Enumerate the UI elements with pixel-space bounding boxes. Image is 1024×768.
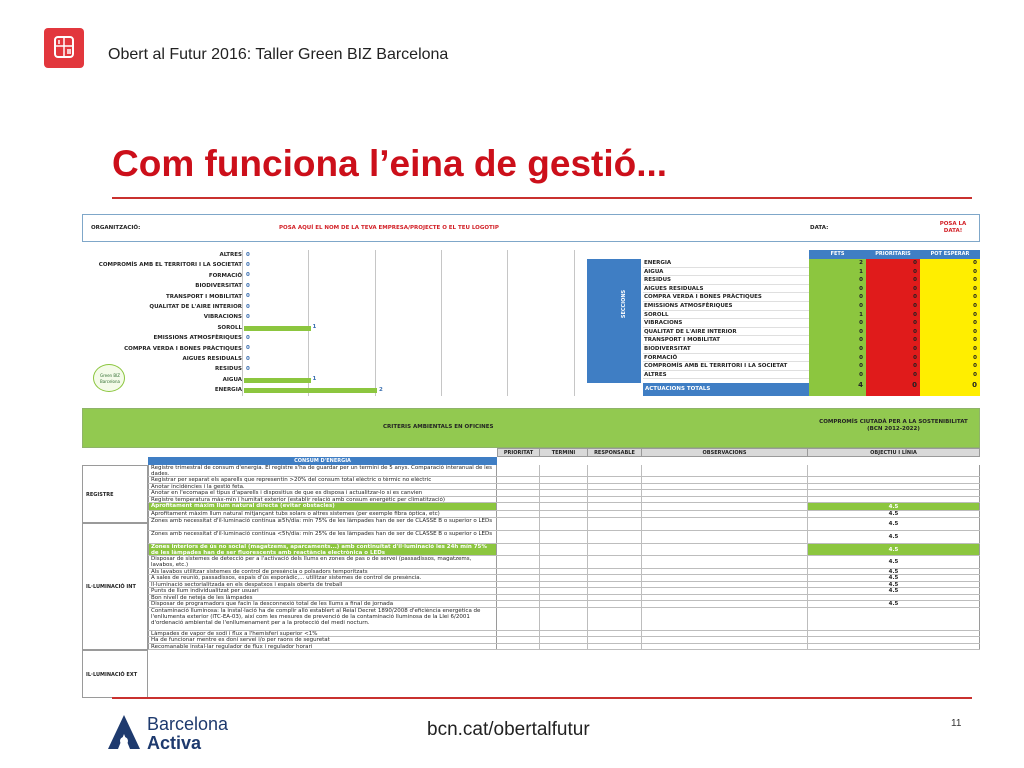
fets-header: FETS <box>809 250 866 259</box>
criteria-input-cell[interactable] <box>497 637 540 643</box>
criteria-text: Bon nivell de neteja de les làmpades <box>148 595 497 601</box>
criteria-input-cell[interactable] <box>588 588 642 594</box>
criteria-input-cell[interactable] <box>497 608 540 630</box>
objectiu-cell <box>808 608 980 630</box>
objectiu-cell: 4.5 <box>808 575 980 581</box>
criteria-input-cell[interactable] <box>588 531 642 543</box>
bar-category-label: TRANSPORT I MOBILITAT <box>166 293 242 300</box>
criteria-input-cell[interactable] <box>497 569 540 575</box>
pot-esperar-value: 0 <box>973 268 977 275</box>
bar-value-label: 2 <box>379 386 383 393</box>
prioritaris-value: 0 <box>913 311 917 318</box>
bar-category-label: AIGUA <box>222 376 242 383</box>
criteria-input-cell[interactable] <box>497 531 540 543</box>
fets-value: 0 <box>859 354 863 361</box>
criteria-input-cell[interactable] <box>588 484 642 490</box>
criteria-input-cell[interactable] <box>540 588 588 594</box>
criteria-input-cell[interactable] <box>540 518 588 530</box>
pot-esperar-value: 0 <box>973 328 977 335</box>
seccio-row: COMPROMÍS AMB EL TERRITORI I LA SOCIETAT <box>643 362 809 371</box>
criteria-input-cell[interactable] <box>588 575 642 581</box>
bar-value-label: 0 <box>246 334 250 341</box>
criteria-text: Làmpades de vapor de sodi i flux a l'hemisferi superior <1% <box>148 631 497 637</box>
criteria-input-cell[interactable] <box>642 608 808 630</box>
organitzacio-label: ORGANITZACIÓ: <box>91 225 141 231</box>
prioritaris-column <box>866 259 920 396</box>
criteria-input-cell[interactable] <box>497 511 540 517</box>
criteria-input-cell[interactable] <box>540 582 588 588</box>
criteria-input-cell[interactable] <box>588 631 642 637</box>
objectiu-cell <box>808 595 980 601</box>
posa-la-data-note <box>929 221 977 235</box>
barcelona-shield-icon <box>44 28 84 68</box>
criteria-row <box>148 518 980 531</box>
prioritaris-value: 0 <box>913 294 917 301</box>
fets-value: 1 <box>859 311 863 318</box>
bar-category-label: COMPROMÍS AMB EL TERRITORI I LA SOCIETAT <box>98 262 242 269</box>
objectiu-cell: 4.5 <box>808 582 980 588</box>
seccio-row: COMPRA VERDA I BONES PRÀCTIQUES <box>643 293 809 302</box>
fets-value: 0 <box>859 277 863 284</box>
criteria-input-cell[interactable] <box>588 477 642 483</box>
brand-line-1: Barcelona <box>147 714 229 734</box>
fets-value: 2 <box>859 260 863 266</box>
criteria-input-cell[interactable] <box>497 490 540 496</box>
pot-esperar-value: 0 <box>973 294 977 301</box>
criteria-input-cell[interactable] <box>540 497 588 503</box>
criteria-column-headers <box>497 448 980 457</box>
seccio-row: FORMACIÓ <box>643 354 809 363</box>
criteria-input-cell[interactable] <box>540 465 588 476</box>
compromis-title <box>806 419 981 433</box>
bar-value-label: 0 <box>246 293 250 300</box>
objectiu-cell <box>808 631 980 637</box>
col-termini: TERMINI <box>540 448 588 457</box>
fets-value: 0 <box>859 371 863 378</box>
criteria-input-cell[interactable] <box>540 569 588 575</box>
criteria-text: Recomanable instal·lar regulador de flux i regulador horari <box>148 644 497 650</box>
actuacions-totals-label: ACTUACIONS TOTALS <box>643 383 809 396</box>
pot-esperar-header: POT ESPERAR <box>920 250 980 259</box>
pot-esperar-value: 0 <box>973 320 977 327</box>
compromis-line-1: COMPROMÍS CIUTADÀ PER A LA SOSTENIBILITAT <box>819 419 968 425</box>
fets-value: 0 <box>859 302 863 309</box>
seccio-row: VIBRACIONS <box>643 319 809 328</box>
pot-esperar-value: 0 <box>973 337 977 344</box>
organization-box <box>82 214 980 242</box>
bar <box>244 378 311 383</box>
criteria-input-cell[interactable] <box>588 544 642 555</box>
prioritaris-value: 0 <box>913 285 917 292</box>
criteria-input-cell[interactable] <box>540 644 588 650</box>
criteria-input-cell[interactable] <box>642 511 808 517</box>
bar-category-label: EMISSIONS ATMOSFÈRIQUES <box>153 335 242 342</box>
objectiu-cell <box>808 497 980 503</box>
criteria-input-cell[interactable] <box>540 484 588 490</box>
gridline <box>308 250 309 396</box>
pot-esperar-value: 0 <box>973 302 977 309</box>
barcelona-activa-a-icon <box>107 714 141 750</box>
criteria-input-cell[interactable] <box>540 511 588 517</box>
objectiu-cell: 4.5 <box>808 544 980 555</box>
prioritaris-value: 0 <box>913 371 917 378</box>
criteria-input-cell[interactable] <box>642 490 808 496</box>
fets-value: 0 <box>859 345 863 352</box>
criteria-row <box>148 644 980 651</box>
criteria-text: Als lavabos utilitzar sistemes de control de presència o polsadors temporitzats <box>148 569 497 575</box>
seccio-row: TRANSPORT I MOBILITAT <box>643 336 809 345</box>
prioritaris-value: 0 <box>913 268 917 275</box>
criteria-input-cell[interactable] <box>588 465 642 476</box>
criteria-input-cell[interactable] <box>642 588 808 594</box>
fets-value: 0 <box>859 363 863 370</box>
criteria-input-cell[interactable] <box>588 569 642 575</box>
col-responsable: RESPONSABLE <box>588 448 642 457</box>
criteria-input-cell[interactable] <box>497 503 540 510</box>
criteria-input-cell[interactable] <box>588 637 642 643</box>
criteria-input-cell[interactable] <box>540 601 588 607</box>
bar-category-label: AIGUES RESIDUALS <box>182 355 242 362</box>
criteria-input-cell[interactable] <box>588 490 642 496</box>
criteria-input-cell[interactable] <box>642 631 808 637</box>
fets-value: 0 <box>859 285 863 292</box>
prioritaris-total: 0 <box>912 381 917 390</box>
seccio-row: AIGUA <box>643 268 809 277</box>
consum-energia-bar: CONSUM D'ENERGIA <box>148 457 497 465</box>
objectiu-cell: 4.5 <box>808 503 980 510</box>
fets-total: 4 <box>858 381 863 390</box>
criteria-input-cell[interactable] <box>540 637 588 643</box>
bar-value-label: 0 <box>246 365 250 372</box>
criteria-input-cell[interactable] <box>588 644 642 650</box>
criteria-input-cell[interactable] <box>497 575 540 581</box>
bar-value-label: 0 <box>246 313 250 320</box>
seccio-row: ENERGIA <box>643 259 809 268</box>
slide-title: Com funciona l’eina de gestió... <box>112 143 668 184</box>
pot-esperar-value: 0 <box>973 354 977 361</box>
pot-esperar-value: 0 <box>973 371 977 378</box>
bar-value-label: 0 <box>246 282 250 289</box>
criteria-input-cell[interactable] <box>497 518 540 530</box>
objectiu-cell: 4.5 <box>808 556 980 568</box>
criteria-input-cell[interactable] <box>540 556 588 568</box>
criteria-input-cell[interactable] <box>497 497 540 503</box>
objectiu-cell: 4.5 <box>808 511 980 517</box>
criteria-input-cell[interactable] <box>642 569 808 575</box>
criteria-input-cell[interactable] <box>540 531 588 543</box>
bar-value-label: 0 <box>246 355 250 362</box>
fets-value: 0 <box>859 320 863 327</box>
prioritaris-value: 0 <box>913 302 917 309</box>
bar-category-label: COMPRA VERDA I BONES PRÀCTIQUES <box>124 345 242 352</box>
seccio-row: BIODIVERSITAT <box>643 345 809 354</box>
criteria-input-cell[interactable] <box>642 644 808 650</box>
gridline <box>441 250 442 396</box>
criteria-input-cell[interactable] <box>497 465 540 476</box>
criteria-input-cell[interactable] <box>540 631 588 637</box>
criteria-input-cell[interactable] <box>540 503 588 510</box>
bottom-divider <box>112 697 972 699</box>
criteria-text: Zones amb necessitat d'il·luminació contínua ≥5h/dia: mín 75% de les làmpades han de ser de CLASSE B o superior o LEDs <box>148 518 497 530</box>
criteris-title: CRITERIS AMBIENTALS EN OFICINES <box>383 424 494 430</box>
group-illuminacio-int: IL·LUMINACIÓ INT <box>82 523 148 650</box>
objectiu-cell: 4.5 <box>808 601 980 607</box>
criteria-row <box>148 531 980 544</box>
objectiu-cell <box>808 637 980 643</box>
criteria-text: Contaminació lluminosa: la instal·lació ha de complir allò establert al Reial Decret 1890/2008 d'eficiència energètica de l'enllumenta exterior (ITC-EA-03), així com les mesures de prevenció de la contaminació lluminosa de la Llei 6/2001 d'ordenació ambiental de l'enllumenament per a la protecció del medi nocturn. <box>148 608 497 630</box>
criteria-row <box>148 556 980 569</box>
objectiu-cell <box>808 477 980 483</box>
prioritaris-header: PRIORITARIS <box>866 250 920 259</box>
seccio-row: QUALITAT DE L'AIRE INTERIOR <box>643 328 809 337</box>
objectiu-cell: 4.5 <box>808 588 980 594</box>
seccio-row: RESIDUS <box>643 276 809 285</box>
seccio-row: AIGUES RESIDUALS <box>643 285 809 294</box>
criteria-input-cell[interactable] <box>642 595 808 601</box>
criteria-row <box>148 503 980 511</box>
bar-chart-plot <box>242 250 592 396</box>
pot-esperar-value: 0 <box>973 260 977 266</box>
prioritaris-value: 0 <box>913 345 917 352</box>
gridline <box>507 250 508 396</box>
criteria-text: Punts de llum individualitzat per usuari <box>148 588 497 594</box>
bar-value-label: 0 <box>246 261 250 268</box>
seccio-row: EMISSIONS ATMOSFÈRIQUES <box>643 302 809 311</box>
criteria-input-cell[interactable] <box>642 544 808 555</box>
criteria-input-cell[interactable] <box>540 575 588 581</box>
col-objectiu-linia: OBJECTIU I LÍNIA <box>808 448 980 457</box>
criteria-input-cell[interactable] <box>642 582 808 588</box>
criteria-input-cell[interactable] <box>642 556 808 568</box>
prioritaris-value: 0 <box>913 363 917 370</box>
gridline <box>375 250 376 396</box>
criteria-input-cell[interactable] <box>588 582 642 588</box>
bar-category-label: ALTRES <box>219 252 242 258</box>
criteria-row <box>148 465 980 477</box>
pot-esperar-value: 0 <box>973 345 977 352</box>
pot-esperar-value: 0 <box>973 311 977 318</box>
criteria-input-cell[interactable] <box>540 544 588 555</box>
bar <box>244 388 377 393</box>
criteria-input-cell[interactable] <box>497 588 540 594</box>
criteria-input-cell[interactable] <box>588 503 642 510</box>
organization-placeholder[interactable]: POSA AQUÍ EL NOM DE LA TEVA EMPRESA/PROJECTE O EL TEU LOGOTIP <box>279 225 499 231</box>
green-biz-logo <box>93 364 125 392</box>
bar-value-label: 1 <box>312 376 317 383</box>
criteria-input-cell[interactable] <box>497 595 540 601</box>
green-biz-logo-line2: Barcelona <box>100 379 120 384</box>
criteria-input-cell[interactable] <box>540 477 588 483</box>
criteria-input-cell[interactable] <box>588 601 642 607</box>
objectiu-cell <box>808 465 980 476</box>
criteria-input-cell[interactable] <box>588 595 642 601</box>
criteria-input-cell[interactable] <box>497 644 540 650</box>
criteria-text: Il·luminació sectorialitzada en els despatxos i espais oberts de treball <box>148 582 497 588</box>
pot-esperar-total: 0 <box>972 381 977 390</box>
criteria-input-cell[interactable] <box>588 511 642 517</box>
criteria-input-cell[interactable] <box>540 595 588 601</box>
criteria-text: Aprofitament màxim llum natural mitjançant tubs solars o altres sistemes (per exemple fibra òptica, etc) <box>148 511 497 517</box>
criteria-input-cell[interactable] <box>642 477 808 483</box>
criteria-text: Registre trimestral de consum d'energia. El registre s'ha de guardar per un termini de 5 anys. Comparació interanual de les dades. <box>148 465 497 476</box>
bar-value-label: 0 <box>246 272 250 279</box>
seccions-side-label <box>587 259 641 383</box>
criteria-input-cell[interactable] <box>642 637 808 643</box>
bar-value-label: 0 <box>246 303 250 310</box>
status-columns <box>809 259 980 396</box>
page-number: 11 <box>951 718 962 729</box>
fets-value: 0 <box>859 328 863 335</box>
seccio-row: SOROLL <box>643 311 809 320</box>
seccio-row: ALTRES <box>643 371 809 380</box>
criteria-text: Zones interiors de ús no social (magatzems, aparcaments...) amb continuïtat d'il·luminació les 24h mín 75% de les làmpades han de ser fluorescents amb reactància electrònica o LEDs <box>148 544 497 555</box>
criteria-input-cell[interactable] <box>642 497 808 503</box>
prioritaris-value: 0 <box>913 354 917 361</box>
bar-category-label: RESIDUS <box>215 366 242 373</box>
criteria-input-cell[interactable] <box>642 465 808 476</box>
bar-value-label: 1 <box>312 324 317 331</box>
pot-esperar-value: 0 <box>973 285 977 292</box>
group-illuminacio-ext: IL·LUMINACIÓ EXT <box>82 650 148 698</box>
objectiu-cell: 4.5 <box>808 518 980 530</box>
col-prioritat: PRIORITAT <box>497 448 540 457</box>
seccions-side-text: SECCIONS <box>621 289 628 319</box>
criteria-input-cell[interactable] <box>642 601 808 607</box>
criteris-header <box>82 408 980 448</box>
bar-value-label: 0 <box>246 345 250 352</box>
seccions-list <box>643 259 809 379</box>
criteria-text: Ha de funcionar mentre es doni servei i/o per raons de seguretat <box>148 637 497 643</box>
col-observacions: OBSERVACIONS <box>642 448 808 457</box>
pot-esperar-value: 0 <box>973 277 977 284</box>
gridline <box>242 250 243 396</box>
criteria-input-cell[interactable] <box>497 544 540 555</box>
criteria-input-cell[interactable] <box>642 531 808 543</box>
criteria-text: A sales de reunió, passadissos, espais d'ús esporàdic,... utilitzar sistemes de control de presència. <box>148 575 497 581</box>
objectiu-cell <box>808 490 980 496</box>
criteria-input-cell[interactable] <box>497 477 540 483</box>
pot-esperar-value: 0 <box>973 363 977 370</box>
gridline <box>574 250 575 396</box>
prioritaris-value: 0 <box>913 320 917 327</box>
criteria-input-cell[interactable] <box>588 608 642 630</box>
fets-column <box>809 259 866 396</box>
bar-category-label: BIODIVERSITAT <box>195 283 242 290</box>
prioritaris-value: 0 <box>913 328 917 335</box>
criteria-input-cell[interactable] <box>540 608 588 630</box>
bar-category-label: FORMACIÓ <box>208 272 242 279</box>
presentation-header-title: Obert al Futur 2016: Taller Green BIZ Barcelona <box>108 46 449 63</box>
criteria-row <box>148 544 980 556</box>
criteria-text: Registrar per separat els aparells que representin >20% del consum total elèctric o tèrmic no elèctric <box>148 477 497 483</box>
criteria-input-cell[interactable] <box>588 556 642 568</box>
criteria-input-cell[interactable] <box>497 601 540 607</box>
criteria-input-cell[interactable] <box>642 575 808 581</box>
brand-line-2: Activa <box>147 733 202 753</box>
criteria-input-cell[interactable] <box>588 518 642 530</box>
top-divider <box>112 197 972 199</box>
criteria-text: Aprofitament màxim llum natural directa (evitar obstacles) <box>148 503 497 510</box>
criteria-input-cell[interactable] <box>497 556 540 568</box>
criteria-input-cell[interactable] <box>497 631 540 637</box>
criteria-text: Anotar incidències i la gestió feta. <box>148 484 497 490</box>
prioritaris-value: 0 <box>913 260 917 266</box>
footer-url[interactable]: bcn.cat/obertalfutur <box>427 719 590 740</box>
status-header <box>809 250 980 259</box>
prioritaris-value: 0 <box>913 337 917 344</box>
criteria-input-cell[interactable] <box>497 582 540 588</box>
fets-value: 1 <box>859 268 863 275</box>
criteria-input-cell[interactable] <box>540 490 588 496</box>
posa-line-2: DATA! <box>943 228 963 234</box>
bar-category-label: ENERGIA <box>214 387 242 394</box>
criteria-input-cell[interactable] <box>588 497 642 503</box>
objectiu-cell: 4.5 <box>808 569 980 575</box>
bar-value-label: 0 <box>246 251 250 258</box>
criteria-input-cell[interactable] <box>642 484 808 490</box>
objectiu-cell: 4.5 <box>808 531 980 543</box>
data-label: DATA: <box>810 225 829 231</box>
criteria-text: Disposar de programadors que facin la desconnexió total de les llums a final de jornada <box>148 601 497 607</box>
pot-esperar-column <box>920 259 980 396</box>
fets-value: 0 <box>859 337 863 344</box>
green-biz-logo-line1: Green BIZ <box>99 373 121 378</box>
criteria-rows <box>148 465 980 650</box>
management-tool-sheet <box>82 212 980 686</box>
criteria-input-cell[interactable] <box>642 503 808 510</box>
criteria-input-cell[interactable] <box>497 484 540 490</box>
bar <box>244 326 311 331</box>
posa-line-1: POSA LA <box>939 221 967 227</box>
bar-category-label: QUALITAT DE L'AIRE INTERIOR <box>149 303 242 310</box>
fets-value: 0 <box>859 294 863 301</box>
criteria-text: Anotar en l'ecomapa el tipus d'aparells i dispositius de que es disposa i actualitzar-lo si es canvien <box>148 490 497 496</box>
objectiu-cell <box>808 644 980 650</box>
compromis-line-2: (BCN 2012-2022) <box>867 426 920 432</box>
criteria-input-cell[interactable] <box>642 518 808 530</box>
prioritaris-value: 0 <box>913 277 917 284</box>
objectiu-cell <box>808 484 980 490</box>
bar-category-label: SOROLL <box>217 324 242 331</box>
group-registre: REGISTRE <box>82 465 148 523</box>
criteria-row <box>148 608 980 631</box>
criteria-text: Zones amb necessitat d'il·luminació contínua <5h/dia: mín 25% de les làmpades han de ser de CLASSE B o superior o LEDs <box>148 531 497 543</box>
bar-category-label: VIBRACIONS <box>203 314 242 321</box>
criteria-text: Registre temperatura màx-mín i humitat exterior (establir relació amb consum energètic per climatització) <box>148 497 497 503</box>
criteria-text: Disposar de sistemes de detecció per a l'activació dels llums en zones de pas o de servei (passadissos, magatzems, lavabos, etc.) <box>148 556 497 568</box>
